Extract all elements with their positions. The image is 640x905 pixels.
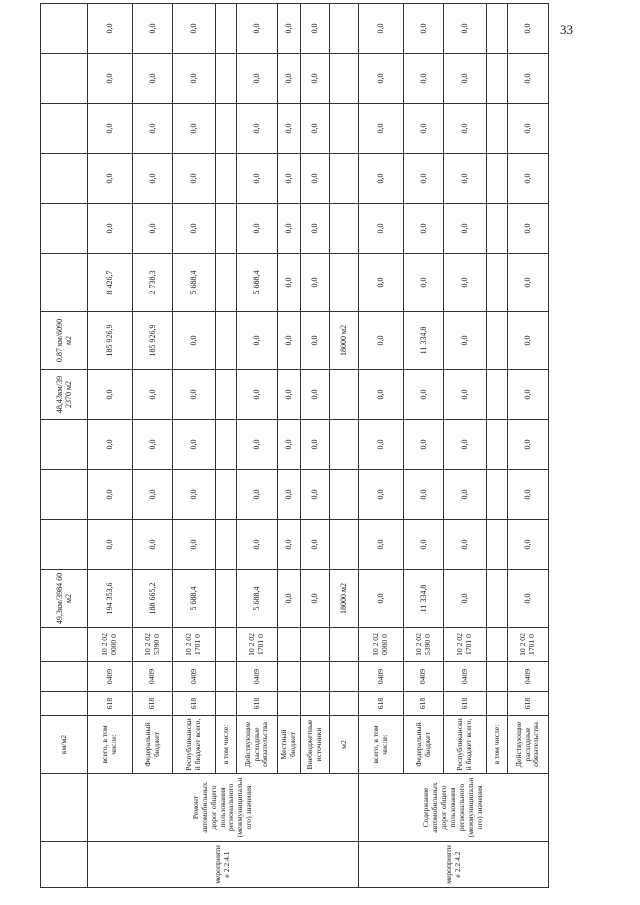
amount-cell: 0,0 (278, 4, 301, 54)
amount-cell: 0,0 (508, 420, 549, 470)
amount-cell: 0,0 (508, 570, 549, 628)
amount-cell: 0,0 (278, 54, 301, 104)
grbs-code: 618 (237, 692, 278, 716)
section-code: 0409 (237, 662, 278, 692)
amount-cell (487, 154, 508, 204)
amount-cell (487, 370, 508, 420)
amount-cell: 0,0 (359, 54, 404, 104)
amount-cell: 0,0 (88, 520, 133, 570)
amount-cell: 0,0 (301, 420, 330, 470)
amount-cell: 8 426,7 (88, 254, 133, 312)
blank-cell (41, 4, 88, 54)
blank-cell (41, 692, 88, 716)
amount-cell: 0,0 (88, 154, 133, 204)
amount-cell: 0,0 (404, 420, 444, 470)
amount-cell (330, 104, 359, 154)
amount-cell: 0,0 (133, 4, 173, 54)
page-number: 33 (560, 22, 573, 37)
amount-cell: 0,0 (359, 312, 404, 370)
amount-cell: 0,0 (237, 520, 278, 570)
section-code (487, 662, 508, 692)
section-code (301, 662, 330, 692)
amount-cell: 0,0 (404, 4, 444, 54)
amount-cell: 0,0 (173, 370, 216, 420)
amount-cell: 0,0 (508, 154, 549, 204)
table-row (487, 4, 508, 888)
grbs-code: 618 (508, 692, 549, 716)
amount-cell (487, 312, 508, 370)
amount-cell: 0,0 (173, 312, 216, 370)
amount-cell (216, 420, 237, 470)
amount-cell: 0,0 (359, 470, 404, 520)
amount-cell: 0,0 (237, 420, 278, 470)
amount-cell: 5 688,4 (173, 570, 216, 628)
target-article-code: 10 2 02 1701 0 (444, 628, 487, 662)
amount-cell: 0,0 (444, 204, 487, 254)
funding-source: м2 (330, 716, 359, 774)
amount-cell: 0,0 (133, 420, 173, 470)
amount-cell (487, 254, 508, 312)
amount-cell: 0,0 (508, 312, 549, 370)
amount-cell: 0,0 (444, 54, 487, 104)
amount-cell: 0,0 (278, 204, 301, 254)
blank-cell (41, 842, 88, 888)
amount-cell: 0,0 (133, 370, 173, 420)
amount-cell (216, 204, 237, 254)
grbs-code (216, 692, 237, 716)
amount-cell (216, 570, 237, 628)
amount-cell: 0,0 (133, 54, 173, 104)
amount-cell: 0,0 (237, 4, 278, 54)
header-value-cell (41, 470, 88, 520)
amount-cell (216, 254, 237, 312)
section-code: 0409 (508, 662, 549, 692)
amount-cell: 0,0 (301, 204, 330, 254)
amount-cell: 0,0 (508, 470, 549, 520)
amount-cell: 0,0 (88, 370, 133, 420)
grbs-code: 618 (133, 692, 173, 716)
amount-cell: 0,0 (278, 254, 301, 312)
amount-cell: 0,0 (88, 54, 133, 104)
funding-source: всего, в том числе: (88, 716, 133, 774)
header-row (41, 4, 88, 888)
header-value-cell (41, 204, 88, 254)
amount-cell: 0,0 (359, 570, 404, 628)
grbs-code (301, 692, 330, 716)
amount-cell: 0,0 (404, 520, 444, 570)
rotated-table-container (40, 23, 624, 888)
amount-cell: 18000 м2 (330, 312, 359, 370)
header-value-cell (41, 520, 88, 570)
unit-label: км/м2 (41, 716, 88, 774)
amount-cell: 5 688,4 (173, 254, 216, 312)
section-code (330, 662, 359, 692)
amount-cell: 0,0 (404, 254, 444, 312)
grbs-code: 618 (359, 692, 404, 716)
amount-cell: 0,0 (444, 370, 487, 420)
section-code: 0409 (88, 662, 133, 692)
grbs-code (487, 692, 508, 716)
amount-cell (330, 520, 359, 570)
amount-cell (216, 154, 237, 204)
amount-cell: 0,0 (237, 54, 278, 104)
amount-cell: 0,0 (301, 370, 330, 420)
target-article-code (278, 628, 301, 662)
amount-cell: 0,0 (404, 204, 444, 254)
amount-cell: 188 665,2 (133, 570, 173, 628)
amount-cell: 0,0 (359, 254, 404, 312)
amount-cell: 0,0 (444, 420, 487, 470)
target-article-code: 10 2 02 0000 0 (88, 628, 133, 662)
amount-cell: 0,0 (237, 370, 278, 420)
amount-cell (216, 312, 237, 370)
amount-cell: 5 688,4 (237, 254, 278, 312)
amount-cell: 0,0 (508, 520, 549, 570)
budget-table (40, 3, 549, 888)
amount-cell: 0,0 (359, 4, 404, 54)
section-code (216, 662, 237, 692)
amount-cell: 0,0 (508, 54, 549, 104)
amount-cell: 0,0 (237, 470, 278, 520)
amount-cell: 0,0 (508, 204, 549, 254)
header-value-cell: 49,3км/3984 60 м2 (41, 570, 88, 628)
amount-cell: 0,0 (404, 370, 444, 420)
amount-cell (487, 470, 508, 520)
table-row (301, 4, 330, 888)
amount-cell (487, 4, 508, 54)
amount-cell: 0,0 (444, 520, 487, 570)
amount-cell: 0,0 (444, 4, 487, 54)
amount-cell: 0,0 (404, 54, 444, 104)
amount-cell: 185 926,9 (88, 312, 133, 370)
amount-cell: 0,0 (444, 154, 487, 204)
amount-cell (216, 54, 237, 104)
amount-cell (330, 154, 359, 204)
target-article-code (216, 628, 237, 662)
funding-source: Внебюджетные источники (301, 716, 330, 774)
amount-cell: 0,0 (173, 420, 216, 470)
amount-cell: 0,0 (278, 154, 301, 204)
amount-cell: 0,0 (301, 254, 330, 312)
amount-cell (487, 520, 508, 570)
blank-cell (41, 662, 88, 692)
amount-cell: 0,0 (444, 104, 487, 154)
funding-source: всего, в том числе: (359, 716, 404, 774)
amount-cell (487, 204, 508, 254)
amount-cell (330, 420, 359, 470)
grbs-code: 618 (404, 692, 444, 716)
amount-cell: 18000 м2 (330, 570, 359, 628)
table-row (216, 4, 237, 888)
amount-cell: 0,0 (359, 520, 404, 570)
amount-cell: 0,0 (133, 470, 173, 520)
section-code (278, 662, 301, 692)
amount-cell: 0,0 (404, 470, 444, 520)
header-value-cell (41, 420, 88, 470)
amount-cell: 0,0 (88, 204, 133, 254)
amount-cell: 0,0 (88, 4, 133, 54)
amount-cell: 0,0 (359, 204, 404, 254)
funding-source: в том числе: (487, 716, 508, 774)
amount-cell: 2 738,3 (133, 254, 173, 312)
funding-source: Федеральный бюджет (404, 716, 444, 774)
section-code: 0409 (359, 662, 404, 692)
table-row (404, 4, 444, 888)
funding-source: Федеральный бюджет (133, 716, 173, 774)
amount-cell: 0,0 (173, 104, 216, 154)
amount-cell: 0,0 (173, 520, 216, 570)
amount-cell: 0,0 (133, 204, 173, 254)
amount-cell: 0,0 (278, 470, 301, 520)
amount-cell: 0,0 (508, 254, 549, 312)
amount-cell: 0,0 (237, 104, 278, 154)
target-article-code: 10 2 02 5390 0 (404, 628, 444, 662)
target-article-code: 10 2 02 1701 0 (237, 628, 278, 662)
funding-source: Действующие расходные обязательства (508, 716, 549, 774)
header-value-cell: 0,87 км/6090 м2 (41, 312, 88, 370)
amount-cell: 194 353,6 (88, 570, 133, 628)
section-code: 0409 (173, 662, 216, 692)
amount-cell: 185 926,9 (133, 312, 173, 370)
amount-cell: 0,0 (508, 4, 549, 54)
amount-cell (487, 54, 508, 104)
amount-cell: 0,0 (444, 470, 487, 520)
amount-cell: 0,0 (173, 54, 216, 104)
amount-cell: 0,0 (301, 470, 330, 520)
table-row (359, 4, 404, 888)
amount-cell: 0,0 (301, 570, 330, 628)
amount-cell: 0,0 (301, 104, 330, 154)
grbs-code: 618 (444, 692, 487, 716)
amount-cell: 11 334,8 (404, 570, 444, 628)
target-article-code: 10 2 02 1701 0 (508, 628, 549, 662)
amount-cell: 0,0 (359, 104, 404, 154)
amount-cell: 0,0 (133, 154, 173, 204)
table-row (173, 4, 216, 888)
table-row (88, 4, 133, 888)
amount-cell: 0,0 (404, 104, 444, 154)
header-value-cell (41, 104, 88, 154)
event-label: мероприятие 2.2.4.2 (359, 842, 549, 888)
table-row (278, 4, 301, 888)
funding-source: Республиканский бюджет всего, (444, 716, 487, 774)
amount-cell: 0,0 (173, 204, 216, 254)
amount-cell (330, 470, 359, 520)
amount-cell: 0,0 (359, 420, 404, 470)
header-value-cell: 48,43км/39 2370 м2 (41, 370, 88, 420)
amount-cell: 0,0 (444, 570, 487, 628)
target-article-code (487, 628, 508, 662)
amount-cell: 0,0 (88, 470, 133, 520)
amount-cell (487, 104, 508, 154)
amount-cell (330, 204, 359, 254)
amount-cell: 0,0 (88, 420, 133, 470)
grbs-code (330, 692, 359, 716)
blank-cell (41, 628, 88, 662)
amount-cell (216, 104, 237, 154)
amount-cell: 0,0 (301, 312, 330, 370)
amount-cell (330, 4, 359, 54)
amount-cell (330, 54, 359, 104)
amount-cell: 0,0 (301, 154, 330, 204)
amount-cell: 0,0 (278, 370, 301, 420)
funding-source: Республиканский бюджет всего, (173, 716, 216, 774)
amount-cell (330, 254, 359, 312)
amount-cell: 0,0 (133, 520, 173, 570)
amount-cell: 0,0 (173, 154, 216, 204)
amount-cell: 0,0 (301, 54, 330, 104)
amount-cell (216, 520, 237, 570)
grbs-code (278, 692, 301, 716)
amount-cell (330, 370, 359, 420)
amount-cell: 0,0 (444, 254, 487, 312)
table-row (133, 4, 173, 888)
section-code: 0409 (133, 662, 173, 692)
amount-cell (216, 370, 237, 420)
amount-cell: 0,0 (173, 470, 216, 520)
amount-cell: 5 688,4 (237, 570, 278, 628)
amount-cell: 0,0 (278, 420, 301, 470)
header-value-cell (41, 54, 88, 104)
event-name: Ремонт автомобильных дорог общего пользования регионального (межмуниципального) значения (88, 774, 359, 842)
blank-cell (41, 774, 88, 842)
target-article-code: 10 2 02 0000 0 (359, 628, 404, 662)
amount-cell: 0,0 (359, 370, 404, 420)
header-value-cell (41, 254, 88, 312)
amount-cell: 0,0 (278, 520, 301, 570)
table-row (508, 4, 549, 888)
amount-cell: 0,0 (404, 154, 444, 204)
amount-cell (216, 4, 237, 54)
amount-cell: 0,0 (133, 104, 173, 154)
target-article-code: 10 2 02 5390 0 (133, 628, 173, 662)
amount-cell (487, 570, 508, 628)
target-article-code (330, 628, 359, 662)
amount-cell (487, 420, 508, 470)
table-row (330, 4, 359, 888)
section-code: 0409 (404, 662, 444, 692)
amount-cell (216, 470, 237, 520)
amount-cell: 0,0 (278, 570, 301, 628)
event-name: Содержание автомобильных дорог общего пользования регионального (межмуниципального) значения (359, 774, 549, 842)
table-row (444, 4, 487, 888)
event-label: мероприятие 2.2.4.1 (88, 842, 359, 888)
amount-cell: 0,0 (237, 312, 278, 370)
amount-cell: 0,0 (173, 4, 216, 54)
funding-source: в том числе: (216, 716, 237, 774)
amount-cell: 0,0 (278, 312, 301, 370)
amount-cell: 11 334,8 (404, 312, 444, 370)
amount-cell: 0,0 (88, 104, 133, 154)
amount-cell: 0,0 (237, 154, 278, 204)
amount-cell: 0,0 (278, 104, 301, 154)
amount-cell: 0,0 (508, 370, 549, 420)
target-article-code: 10 2 02 1701 0 (173, 628, 216, 662)
amount-cell: 0,0 (359, 154, 404, 204)
amount-cell: 0,0 (237, 204, 278, 254)
target-article-code (301, 628, 330, 662)
amount-cell: 0,0 (508, 104, 549, 154)
amount-cell: 0,0 (301, 4, 330, 54)
section-code: 0409 (444, 662, 487, 692)
table-row (237, 4, 278, 888)
header-value-cell (41, 154, 88, 204)
grbs-code: 618 (88, 692, 133, 716)
amount-cell: 0,0 (444, 312, 487, 370)
amount-cell: 0,0 (301, 520, 330, 570)
grbs-code: 618 (173, 692, 216, 716)
funding-source: Местный бюджет (278, 716, 301, 774)
funding-source: Действующие расходные обязательства (237, 716, 278, 774)
